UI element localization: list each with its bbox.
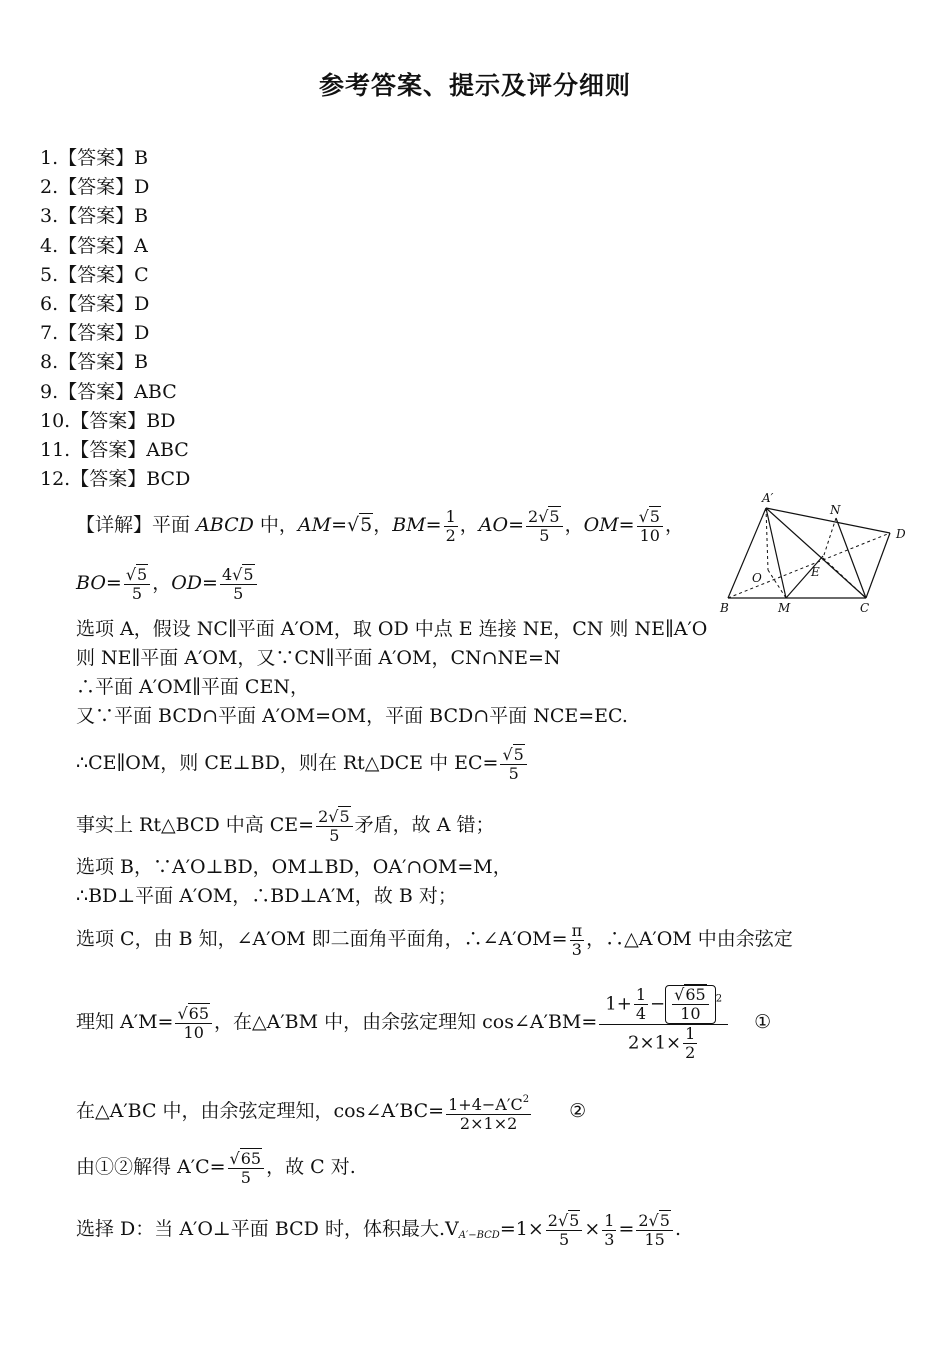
answer-item: 5.【答案】C bbox=[40, 263, 149, 286]
fraction: $\frac{1}{3}$ bbox=[604, 1210, 615, 1249]
equation-mark-2: ② bbox=[569, 1100, 587, 1122]
fraction: $\frac{2√5}{5}$ bbox=[526, 508, 563, 545]
explanation-line: BO= $\frac{√5}{5}$ ，OD= $\frac{4√5}{5}$ bbox=[76, 558, 259, 608]
answer-item: 9.【答案】ABC bbox=[40, 380, 177, 403]
label-D: D bbox=[896, 527, 906, 541]
answer-item: 8.【答案】B bbox=[40, 351, 149, 374]
explanation-line: ∴平面 A′OM∥平面 CEN， bbox=[76, 676, 309, 698]
explanation-line: 理知 A′M= $\frac{√65}{10}$ ，在△A′BM 中，由余弦定理知 cos∠A′BM= 1+ $\frac{1}{4}$ − $\frac{√65}{10}$ $^2$ 2×1× $\frac{1}{2}$ ① bbox=[76, 984, 772, 1062]
explanation-line: ∴CE∥OM，则 CE⊥BD，则在 Rt△DCE 中 EC= $\frac{√5}{5}$ bbox=[76, 738, 529, 788]
fraction: $\frac{1}{2}$ bbox=[685, 1023, 696, 1062]
label-B: B bbox=[720, 601, 729, 615]
explanation-line: 【详解】平面 ABCD 中，AM=√5，BM= $\frac{1}{2}$ ，AO= $\frac{2√5}{5}$ ，OM= $\frac{√5}{10}$ ， bbox=[76, 506, 684, 545]
label-C: C bbox=[860, 601, 870, 615]
explanation-line: 选项 C，由 B 知，∠A′OM 即二面角平面角，∴∠A′OM= $\frac{\pi}{3}$ ，∴△A′OM 中由余弦定 bbox=[76, 920, 793, 959]
answer-item: 11.【答案】ABC bbox=[40, 439, 189, 462]
answer-item: 4.【答案】A bbox=[40, 234, 148, 257]
explanation-line: 事实上 Rt△BCD 中高 CE= $\frac{2√5}{5}$ 矛盾，故 A 错； bbox=[76, 806, 495, 845]
answer-item: 7.【答案】D bbox=[40, 322, 150, 345]
explanation-line: 在△A′BC 中，由余弦定理知，cos∠A′BC= $\frac{1+4-A'C^2}{2\times 1\times 2}$ ② bbox=[76, 1086, 586, 1136]
label-O: O bbox=[752, 571, 762, 585]
label-E: E bbox=[811, 565, 820, 579]
label-A: A′ bbox=[762, 491, 774, 505]
label-N: N bbox=[830, 503, 841, 517]
answer-item: 1.【答案】B bbox=[40, 147, 149, 169]
explanation-line: 选项 B，∵A′O⊥BD，OM⊥BD，OA′∩OM=M， bbox=[76, 856, 512, 878]
explanation-line: 选择 D：当 A′O⊥平面 BCD 时，体积最大$.V_{A'-BCD}=1\times$ $\frac{2√5}{5}$ × $\frac{1}{3}$ = $\frac{2√5}{15}$ . bbox=[76, 1210, 681, 1249]
answer-item: 2.【答案】D bbox=[40, 176, 150, 199]
geometry-figure bbox=[718, 488, 918, 623]
edge-BD bbox=[728, 533, 890, 598]
fraction: $\frac{1}{4}$ bbox=[635, 984, 647, 1023]
explanation-line: 则 NE∥平面 A′OM，又∵CN∥平面 A′OM，CN∩NE=N bbox=[76, 647, 561, 669]
fraction: $\frac{√65}{10}$ bbox=[672, 986, 709, 1023]
explanation-line: 选项 A，假设 NC∥平面 A′OM，取 OD 中点 E 连接 NE，CN 则 NE∥A′O bbox=[76, 618, 708, 640]
explanation-line: ∴BD⊥平面 A′OM，∴BD⊥A′M，故 B 对； bbox=[76, 885, 457, 907]
fraction: $\frac{2√5}{5}$ bbox=[546, 1212, 583, 1249]
fraction: $\frac{√5}{5}$ bbox=[124, 566, 150, 603]
edge-AM bbox=[766, 508, 786, 598]
fraction: $\frac{2√5}{5}$ bbox=[316, 808, 353, 845]
edge-CD bbox=[866, 533, 890, 598]
answer-item: 10.【答案】BD bbox=[40, 409, 176, 432]
fraction: $\frac{2√5}{15}$ bbox=[636, 1212, 673, 1249]
answer-item: 3.【答案】B bbox=[40, 205, 149, 228]
explanation-line: 又∵平面 BCD∩平面 A′OM=OM，平面 BCD∩平面 NCE=EC. bbox=[76, 705, 628, 727]
fraction: $\frac{\pi}{3}$ bbox=[571, 920, 583, 959]
explanation-line: 由①②解得 A′C= $\frac{√65}{5}$ ，故 C 对. bbox=[76, 1148, 356, 1187]
fraction: $\frac{1}{2}$ bbox=[445, 506, 456, 545]
fraction: $\frac{√65}{10}$ bbox=[175, 1005, 212, 1042]
answer-item: 12.【答案】BCD bbox=[40, 468, 191, 491]
fraction: $\frac{√5}{5}$ bbox=[500, 746, 526, 783]
fraction: $\frac{√65}{5}$ bbox=[228, 1150, 265, 1187]
fraction: $\frac{4√5}{5}$ bbox=[220, 566, 257, 603]
answer-list bbox=[40, 144, 190, 494]
page-title: 参考答案、提示及评分细则 bbox=[318, 71, 631, 100]
answer-item: 6.【答案】D bbox=[40, 293, 150, 316]
edge-NE bbox=[823, 518, 836, 558]
edge-AD bbox=[766, 508, 890, 533]
label-M: M bbox=[778, 601, 791, 615]
equation-mark-1: ① bbox=[754, 1011, 772, 1033]
fraction: $\frac{1+4-A'C^2}{2\times 1\times 2}$ bbox=[446, 1091, 531, 1133]
edge-NC bbox=[836, 518, 866, 598]
cosine-fraction: 1+ $\frac{1}{4}$ − $\frac{√65}{10}$ $^2$ 2×1× $\frac{1}{2}$ bbox=[599, 985, 728, 1062]
fraction: $\frac{√5}{10}$ bbox=[637, 508, 663, 545]
